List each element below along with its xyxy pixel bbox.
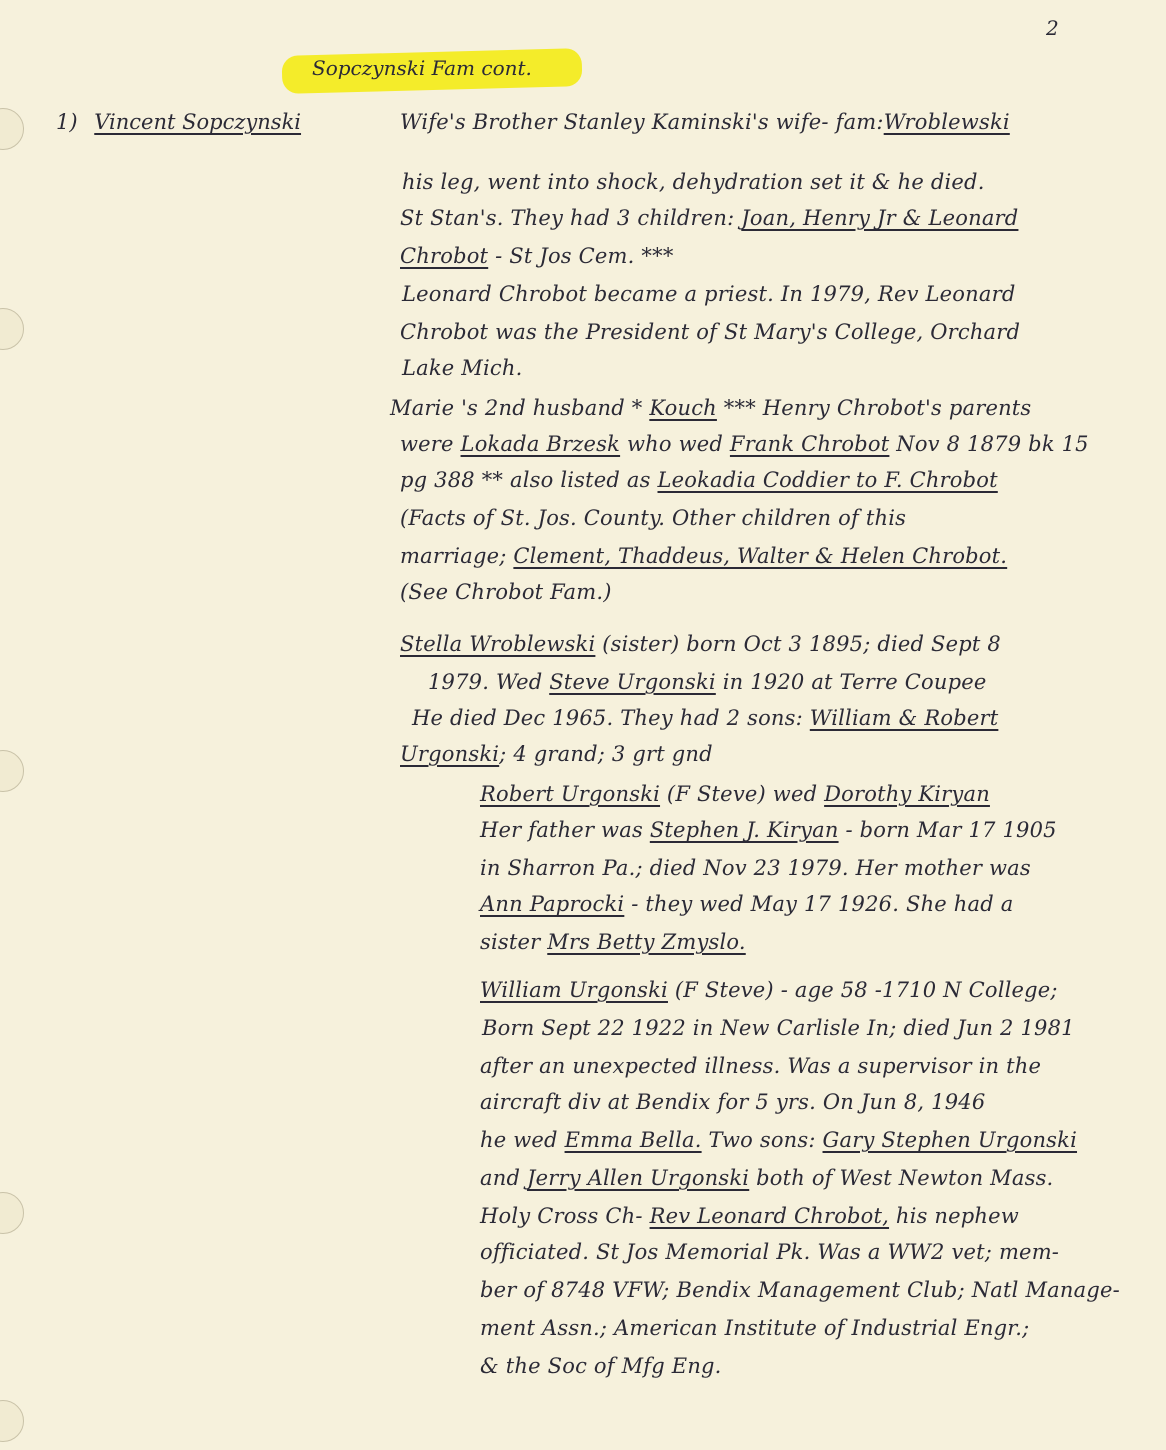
- note-line: [400, 110, 1010, 134]
- person-entry: [56, 110, 301, 134]
- page-number: 2: [1046, 16, 1059, 40]
- person-name: Vincent Sopczynski: [94, 110, 302, 134]
- note-text: Nov 8 1879 bk 15: [889, 432, 1089, 456]
- note-text: 1979. Wed: [428, 670, 550, 694]
- note-line: [412, 706, 998, 730]
- note-text: his leg, went into shock, dehydration set it & he died.: [402, 170, 985, 194]
- note-line: [390, 396, 1031, 420]
- note-text: St Stan's. They had 3 children:: [400, 206, 742, 230]
- note-line: [400, 244, 674, 268]
- underlined-text: Chrobot: [400, 244, 489, 268]
- note-line: [480, 1166, 1053, 1190]
- note-text: sister: [480, 930, 548, 954]
- underlined-text: Frank Chrobot: [729, 432, 890, 456]
- note-text: in 1920 at Terre Coupee: [715, 670, 987, 694]
- underlined-text: Clement, Thaddeus, Walter & Helen Chrobot.: [513, 544, 1008, 568]
- note-text: after an unexpected illness. Was a supervisor in the: [480, 1054, 1042, 1078]
- underlined-text: Steve Urgonski: [549, 670, 716, 694]
- note-line: [480, 1204, 1019, 1228]
- note-text: (See Chrobot Fam.): [400, 580, 612, 604]
- underlined-text: Joan, Henry Jr & Leonard: [741, 206, 1019, 230]
- note-line: [480, 1354, 722, 1378]
- note-text: aircraft div at Bendix for 5 yrs. On Jun 8, 1946: [480, 1090, 986, 1114]
- note-line: [400, 742, 713, 766]
- binder-hole: [0, 1192, 24, 1234]
- note-line: [482, 1016, 1075, 1040]
- note-text: Lake Mich.: [402, 356, 523, 380]
- note-text: marriage;: [400, 544, 514, 568]
- binder-hole: [0, 750, 24, 792]
- note-line: [402, 282, 1015, 306]
- note-text: officiated. St Jos Memorial Pk. Was a WW2 vet; mem-: [480, 1240, 1060, 1264]
- note-text: - born Mar 17 1905: [838, 818, 1057, 842]
- note-line: [480, 1054, 1041, 1078]
- note-line: [400, 432, 1089, 456]
- note-line: [480, 892, 1013, 916]
- note-text: Leonard Chrobot became a priest. In 1979, Rev Leonard: [402, 282, 1016, 306]
- note-text: ber of 8748 VFW; Bendix Management Club; Natl Manage-: [480, 1278, 1120, 1302]
- note-text: Wife's Brother Stanley Kaminski's wife- fam:: [400, 110, 884, 134]
- underlined-text: Robert Urgonski: [480, 782, 661, 806]
- person-number: 1): [56, 110, 78, 134]
- note-line: [480, 856, 1031, 880]
- underlined-text: William & Robert: [809, 706, 999, 730]
- note-line: [400, 632, 1001, 656]
- underlined-text: Leokadia Coddier to F. Chrobot: [657, 468, 998, 492]
- note-line: [480, 1240, 1059, 1264]
- note-text: in Sharron Pa.; died Nov 23 1979. Her mother was: [480, 856, 1031, 880]
- note-line: [480, 818, 1057, 842]
- note-line: [402, 170, 985, 194]
- note-text: pg 388 ** also listed as: [400, 468, 658, 492]
- note-text: (F Steve) - age 58 -1710 N College;: [667, 978, 1058, 1002]
- underlined-text: Mrs Betty Zmyslo.: [547, 930, 746, 954]
- underlined-text: Gary Stephen Urgonski: [822, 1128, 1078, 1152]
- note-line: [480, 1278, 1120, 1302]
- note-text: both of West Newton Mass.: [749, 1166, 1054, 1190]
- underlined-text: Stella Wroblewski: [400, 632, 596, 656]
- note-line: [400, 468, 998, 492]
- underlined-text: Ann Paprocki: [480, 892, 625, 916]
- note-text: were: [400, 432, 461, 456]
- note-text: Her father was: [480, 818, 650, 842]
- note-text: (F Steve) wed: [660, 782, 825, 806]
- note-text: - St Jos Cem. ***: [488, 244, 674, 268]
- note-line: [428, 670, 986, 694]
- note-line: [480, 930, 746, 954]
- binder-hole: [0, 1400, 24, 1442]
- note-text: He died Dec 1965. They had 2 sons:: [412, 706, 810, 730]
- binder-hole: [0, 108, 24, 150]
- note-line: [480, 978, 1058, 1002]
- note-line: [480, 1128, 1077, 1152]
- note-text: Marie 's 2nd husband *: [390, 396, 650, 420]
- note-text: ment Assn.; American Institute of Industrial Engr.;: [480, 1316, 1030, 1340]
- note-text: and: [480, 1166, 527, 1190]
- note-text: who wed: [620, 432, 730, 456]
- note-line: [400, 206, 1018, 230]
- underlined-text: Dorothy Kiryan: [824, 782, 990, 806]
- underlined-text: Wroblewski: [883, 110, 1010, 134]
- note-text: (sister) born Oct 3 1895; died Sept 8: [595, 632, 1001, 656]
- note-text: (Facts of St. Jos. County. Other children of this: [400, 506, 907, 530]
- underlined-text: Kouch: [649, 396, 717, 420]
- note-text: ; 4 grand; 3 grt gnd: [499, 742, 713, 766]
- note-line: [480, 1090, 985, 1114]
- underlined-text: Urgonski: [400, 742, 500, 766]
- note-text: & the Soc of Mfg Eng.: [480, 1354, 722, 1378]
- underlined-text: Emma Bella.: [564, 1128, 702, 1152]
- note-text: Holy Cross Ch-: [480, 1204, 650, 1228]
- note-line: [400, 580, 612, 604]
- note-line: [480, 1316, 1029, 1340]
- binder-hole: [0, 308, 24, 350]
- note-text: - they wed May 17 1926. She had a: [624, 892, 1014, 916]
- note-line: [400, 544, 1007, 568]
- note-text: he wed: [480, 1128, 565, 1152]
- note-text: his nephew: [889, 1204, 1019, 1228]
- underlined-text: Rev Leonard Chrobot,: [649, 1204, 890, 1228]
- note-text: Born Sept 22 1922 in New Carlisle In; died Jun 2 1981: [482, 1016, 1075, 1040]
- underlined-text: William Urgonski: [480, 978, 668, 1002]
- note-line: [402, 356, 522, 380]
- note-line: [400, 320, 1020, 344]
- note-text: Chrobot was the President of St Mary's College, Orchard: [400, 320, 1021, 344]
- page-heading: Sopczynski Fam cont.: [312, 56, 532, 80]
- underlined-text: Jerry Allen Urgonski: [526, 1166, 750, 1190]
- underlined-text: Stephen J. Kiryan: [649, 818, 839, 842]
- note-text: *** Henry Chrobot's parents: [716, 396, 1032, 420]
- note-line: [400, 506, 906, 530]
- note-text: Two sons:: [701, 1128, 823, 1152]
- underlined-text: Lokada Brzesk: [460, 432, 621, 456]
- note-line: [480, 782, 990, 806]
